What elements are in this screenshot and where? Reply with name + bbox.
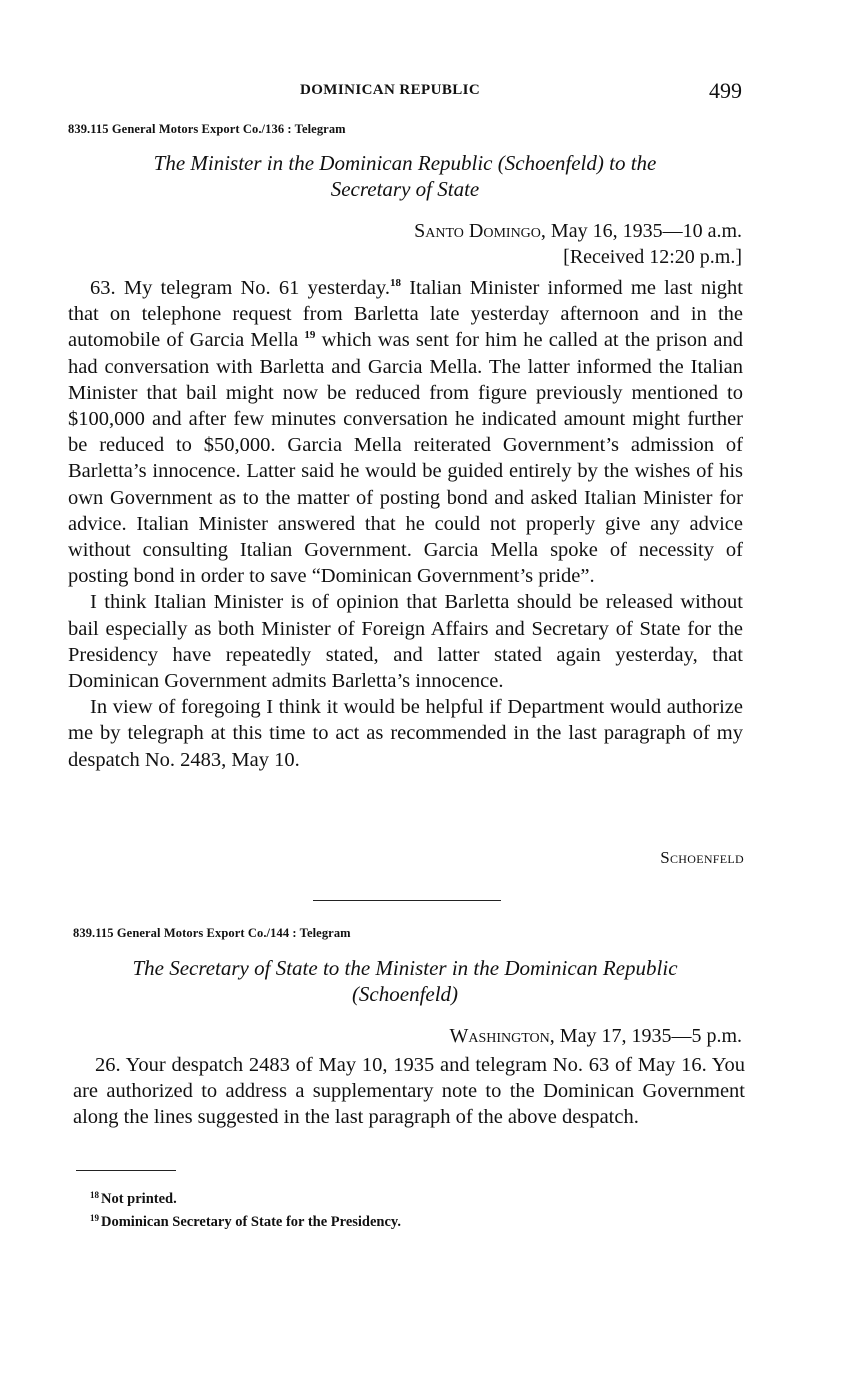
document-heading-2 bbox=[68, 955, 742, 1007]
section-divider bbox=[313, 900, 501, 901]
telegram-body-2 bbox=[73, 1052, 745, 1131]
footnote-rule bbox=[76, 1170, 176, 1171]
signature: Schoenfeld bbox=[660, 848, 744, 867]
paragraph-4: 26. Your despatch 2483 of May 10, 1935 and telegram No. 63 of May 16. You are authorized to address a supplementary note to the Dominican Government along the lines suggested in the last paragraph of the above despatch. bbox=[73, 1054, 745, 1129]
dateline-1-place: Santo Domingo, bbox=[414, 220, 546, 242]
heading-1-line-2: Secretary of State bbox=[330, 177, 480, 201]
heading-1-line-1: The Minister in the Dominican Republic (Schoenfeld) to the bbox=[153, 151, 657, 175]
document-heading-1 bbox=[68, 150, 742, 202]
page-number: 499 bbox=[709, 78, 742, 103]
dateline-2-place: Washington, bbox=[449, 1025, 555, 1047]
paragraph-2: I think Italian Minister is of opinion that Barletta should be released without bail especially as both Minister of Foreign Affairs and Secretary of State for the Presidency have repeatedly stated, and latter stated again yesterday, that Dominican Government admits Barletta’s innocence. bbox=[68, 591, 743, 693]
footnotes bbox=[90, 1186, 401, 1232]
dateline-2-date: May 17, 1935—5 p.m. bbox=[554, 1025, 742, 1047]
heading-2-line-1: The Secretary of State to the Minister in the Dominican Republic bbox=[132, 956, 678, 980]
file-reference-1: 839.115 General Motors Export Co./136 : Telegram bbox=[68, 122, 346, 136]
telegram-body-1 bbox=[68, 275, 743, 773]
footnote-ref-18: 18 bbox=[389, 277, 401, 289]
dateline-2 bbox=[449, 1023, 742, 1049]
paragraph-1: 63. My telegram No. 61 yesterday.$^{18}$ Italian Minister informed me last night that on telephone request from Barletta late yesterday afternoon and in the automobile of Garcia Mella $^{19}$ which was sent for him he called at the prison and had conversation with Barletta and Garcia Mella. The latter informed the Italian Minister that bail might now be reduced from figure previously mentioned to $100,000 and after few minutes conversation he indicated amount might further be reduced to $50,000. Garcia Mella reiterated Government’s admission of Barletta’s innocence. Latter said he would be guided entirely by the wishes of his own Government as to the matter of posting bond and asked Italian Minister for advice. Italian Minister answered that he could not properly give any advice without consulting Italian Government. Garcia Mella spoke of necessity of posting bond in order to save “Dominican Government’s pride”. bbox=[68, 277, 744, 588]
footnote-19: $^{19}$ Dominican Secretary of State for the Presidency. bbox=[90, 1213, 402, 1230]
running-header bbox=[68, 78, 742, 104]
footnote-18: $^{18}$ Not printed. bbox=[90, 1190, 177, 1207]
file-reference-2: 839.115 General Motors Export Co./144 : Telegram bbox=[73, 926, 351, 940]
running-title: DOMINICAN REPUBLIC bbox=[300, 82, 481, 98]
footnote-ref-19: 19 bbox=[304, 329, 316, 342]
dateline-1-date: May 16, 1935—10 a.m. bbox=[545, 220, 742, 242]
dateline-1 bbox=[414, 218, 742, 270]
heading-2-line-2: (Schoenfeld) bbox=[351, 982, 459, 1006]
received-note: [Received 12:20 p.m.] bbox=[563, 246, 742, 268]
paragraph-3: In view of foregoing I think it would be helpful if Department would authorize me by telegraph at this time to act as recommended in the last paragraph of my despatch No. 2483, May 10. bbox=[68, 696, 743, 771]
